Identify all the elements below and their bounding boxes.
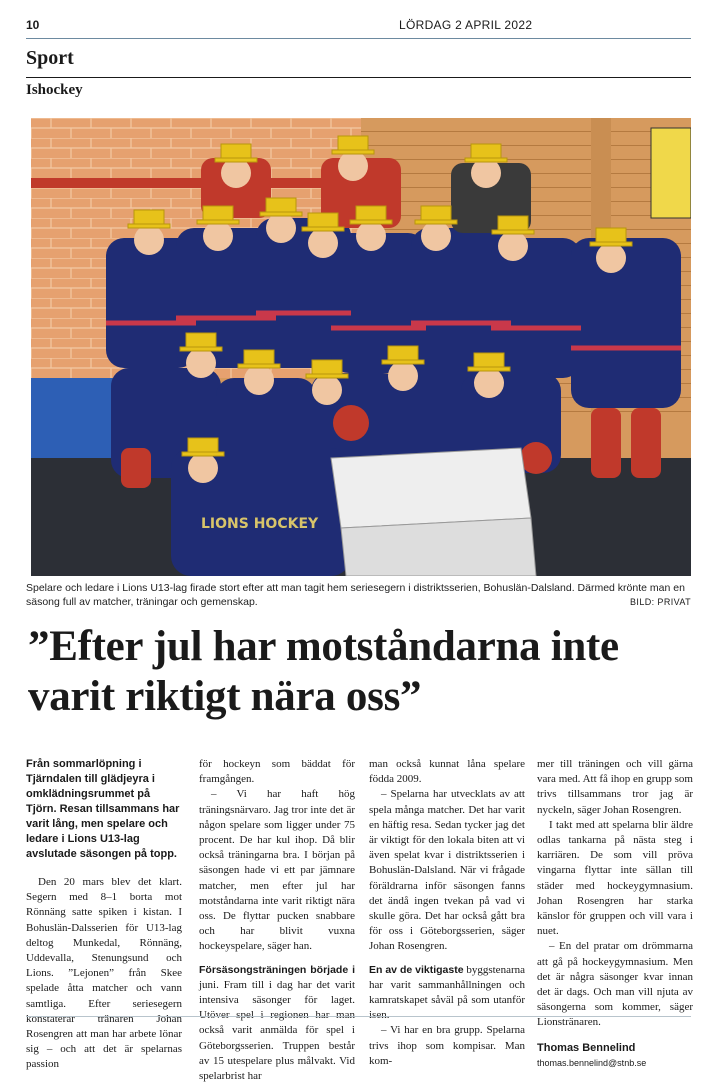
article-lead: Från sommarlöpning i Tjärndalen till glädjeyra i omklädningsrummet på Tjörn. Resan tillsammans har varit lång, men spelare och ledare i Lions U13-lag avslutade säsongen på topp. [26, 758, 180, 860]
team-photo [31, 118, 691, 576]
photo-credit: BILD: PRIVAT [630, 597, 691, 607]
article-paragraph: mer till träningen och vill gärna vara med. Att få ihop en grupp som trivs tillsammans tror jag är nyckeln, säger Johan Rosengren. [537, 758, 693, 816]
article-column-2 [199, 757, 355, 1084]
photo-caption: Spelare och ledare i Lions U13-lag firade stort efter att man tagit hem seriesegern i distriktsserien, Bohuslän-Dalsland. Därmed krönte man en säsong full av matcher, träningar och gemenskap. [26, 582, 685, 608]
page-number: 10 [26, 18, 40, 32]
author-email[interactable]: thomas.bennelind@stnb.se [537, 1057, 647, 1068]
section-subtitle: Ishockey [26, 82, 83, 98]
article-paragraph: I takt med att spelarna blir äldre odlas tankarna på nästa steg i karriären. De som vill pröva vingarna flyttar inte sällan till städer med hockeygymnasium. Johan Rosengren har starka känslor för gruppen och vill vara i nuet. [537, 818, 693, 938]
article-paragraph: – Vi har haft hög träningsnärvaro. Jag tror inte det är någon spelare som ligger under 75 procent. De har kul ihop. Då blir också träningarna bra. I början på säsongen hade vi ett par jämnare matcher, men efter jul har motståndarna inte varit riktigt nära oss. De flyttar pucken snabbare och har blivit vuxna hockeyspelare, säger han. [199, 788, 355, 953]
author-byline: Thomas Bennelind [537, 1041, 636, 1054]
header-rule [26, 38, 691, 39]
goalie-pads [331, 448, 531, 528]
article-paragraph: byggstenarna har varit sammanhållningen och kamratskapet såväl på som utanför isen. [369, 963, 525, 1022]
article-paragraph: juni. Fram till i dag har det varit intensiva säsonger för laget. Utöver spel i regionen har man också varit anmälda för spel i Göteborgsserien. Truppen består av 15 utespelare plus målvakt. Vid spelarbrist har [199, 978, 355, 1083]
article-paragraph: Den 20 mars blev det klart. Segern med 8–1 borta mot Rönnäng satte spiken i kistan. I Bohuslän-Dalsserien för U13-lag deltog Munkedal, Rönnäng, Uddevalla, Stenungsund och Lions. ”Lejonen” från Skee spelade åtta matcher och vann samtliga. Efter seriesegern konstaterar tränaren Johan Rosengren att man har arbete lönar sig – och att det är spelarnas passion [26, 876, 182, 1071]
article-paragraph: – En del pratar om drömmarna att gå på hockeygymnasium. Men det är några säsonger kvar innan det är dags. Och man vill njuta av säsongerna som kommer, säger Lionstränaren. [537, 940, 693, 1029]
footer-rule [26, 1016, 691, 1017]
section-title: Sport [26, 47, 74, 69]
article-paragraph: – Spelarna har utvecklats av att spela många matcher. Det har varit en häftig resa. Sedan tycker jag det är viktigt för den lokala biten att vi även spelat kvar i distriktsserien i Bohuslän-Dalsland. När vi frågade föräldrarna inför säsongen fanns det ändå ingen tvekan på vad vi skulle göra. Det har också gått bra för oss i Göteborgsserien, säger Johan Rosengren. [369, 788, 525, 953]
article-paragraph: man också kunnat låna spelare födda 2009. [369, 758, 525, 786]
article-subhead: Försäsongsträningen började i [199, 963, 355, 976]
article-paragraph: – Vi har en bra grupp. Spelarna trivs ihop som kompisar. Man kom- [369, 1024, 525, 1067]
jersey-text: LIONS HOCKEY [201, 516, 319, 532]
article-column-4 [537, 757, 693, 1071]
article-column-1 [26, 757, 182, 1073]
article-paragraph: för hockeyn som bäddat för framgången. [199, 758, 355, 786]
wall-notice-sign [651, 128, 691, 218]
section-rule [26, 77, 691, 78]
issue-date: LÖRDAG 2 APRIL 2022 [399, 18, 533, 32]
article-headline: ”Efter jul har motståndarna inte varit riktigt nära oss” [28, 623, 619, 720]
article-column-3 [369, 757, 525, 1069]
article-subhead: En av de viktigaste [369, 963, 464, 976]
